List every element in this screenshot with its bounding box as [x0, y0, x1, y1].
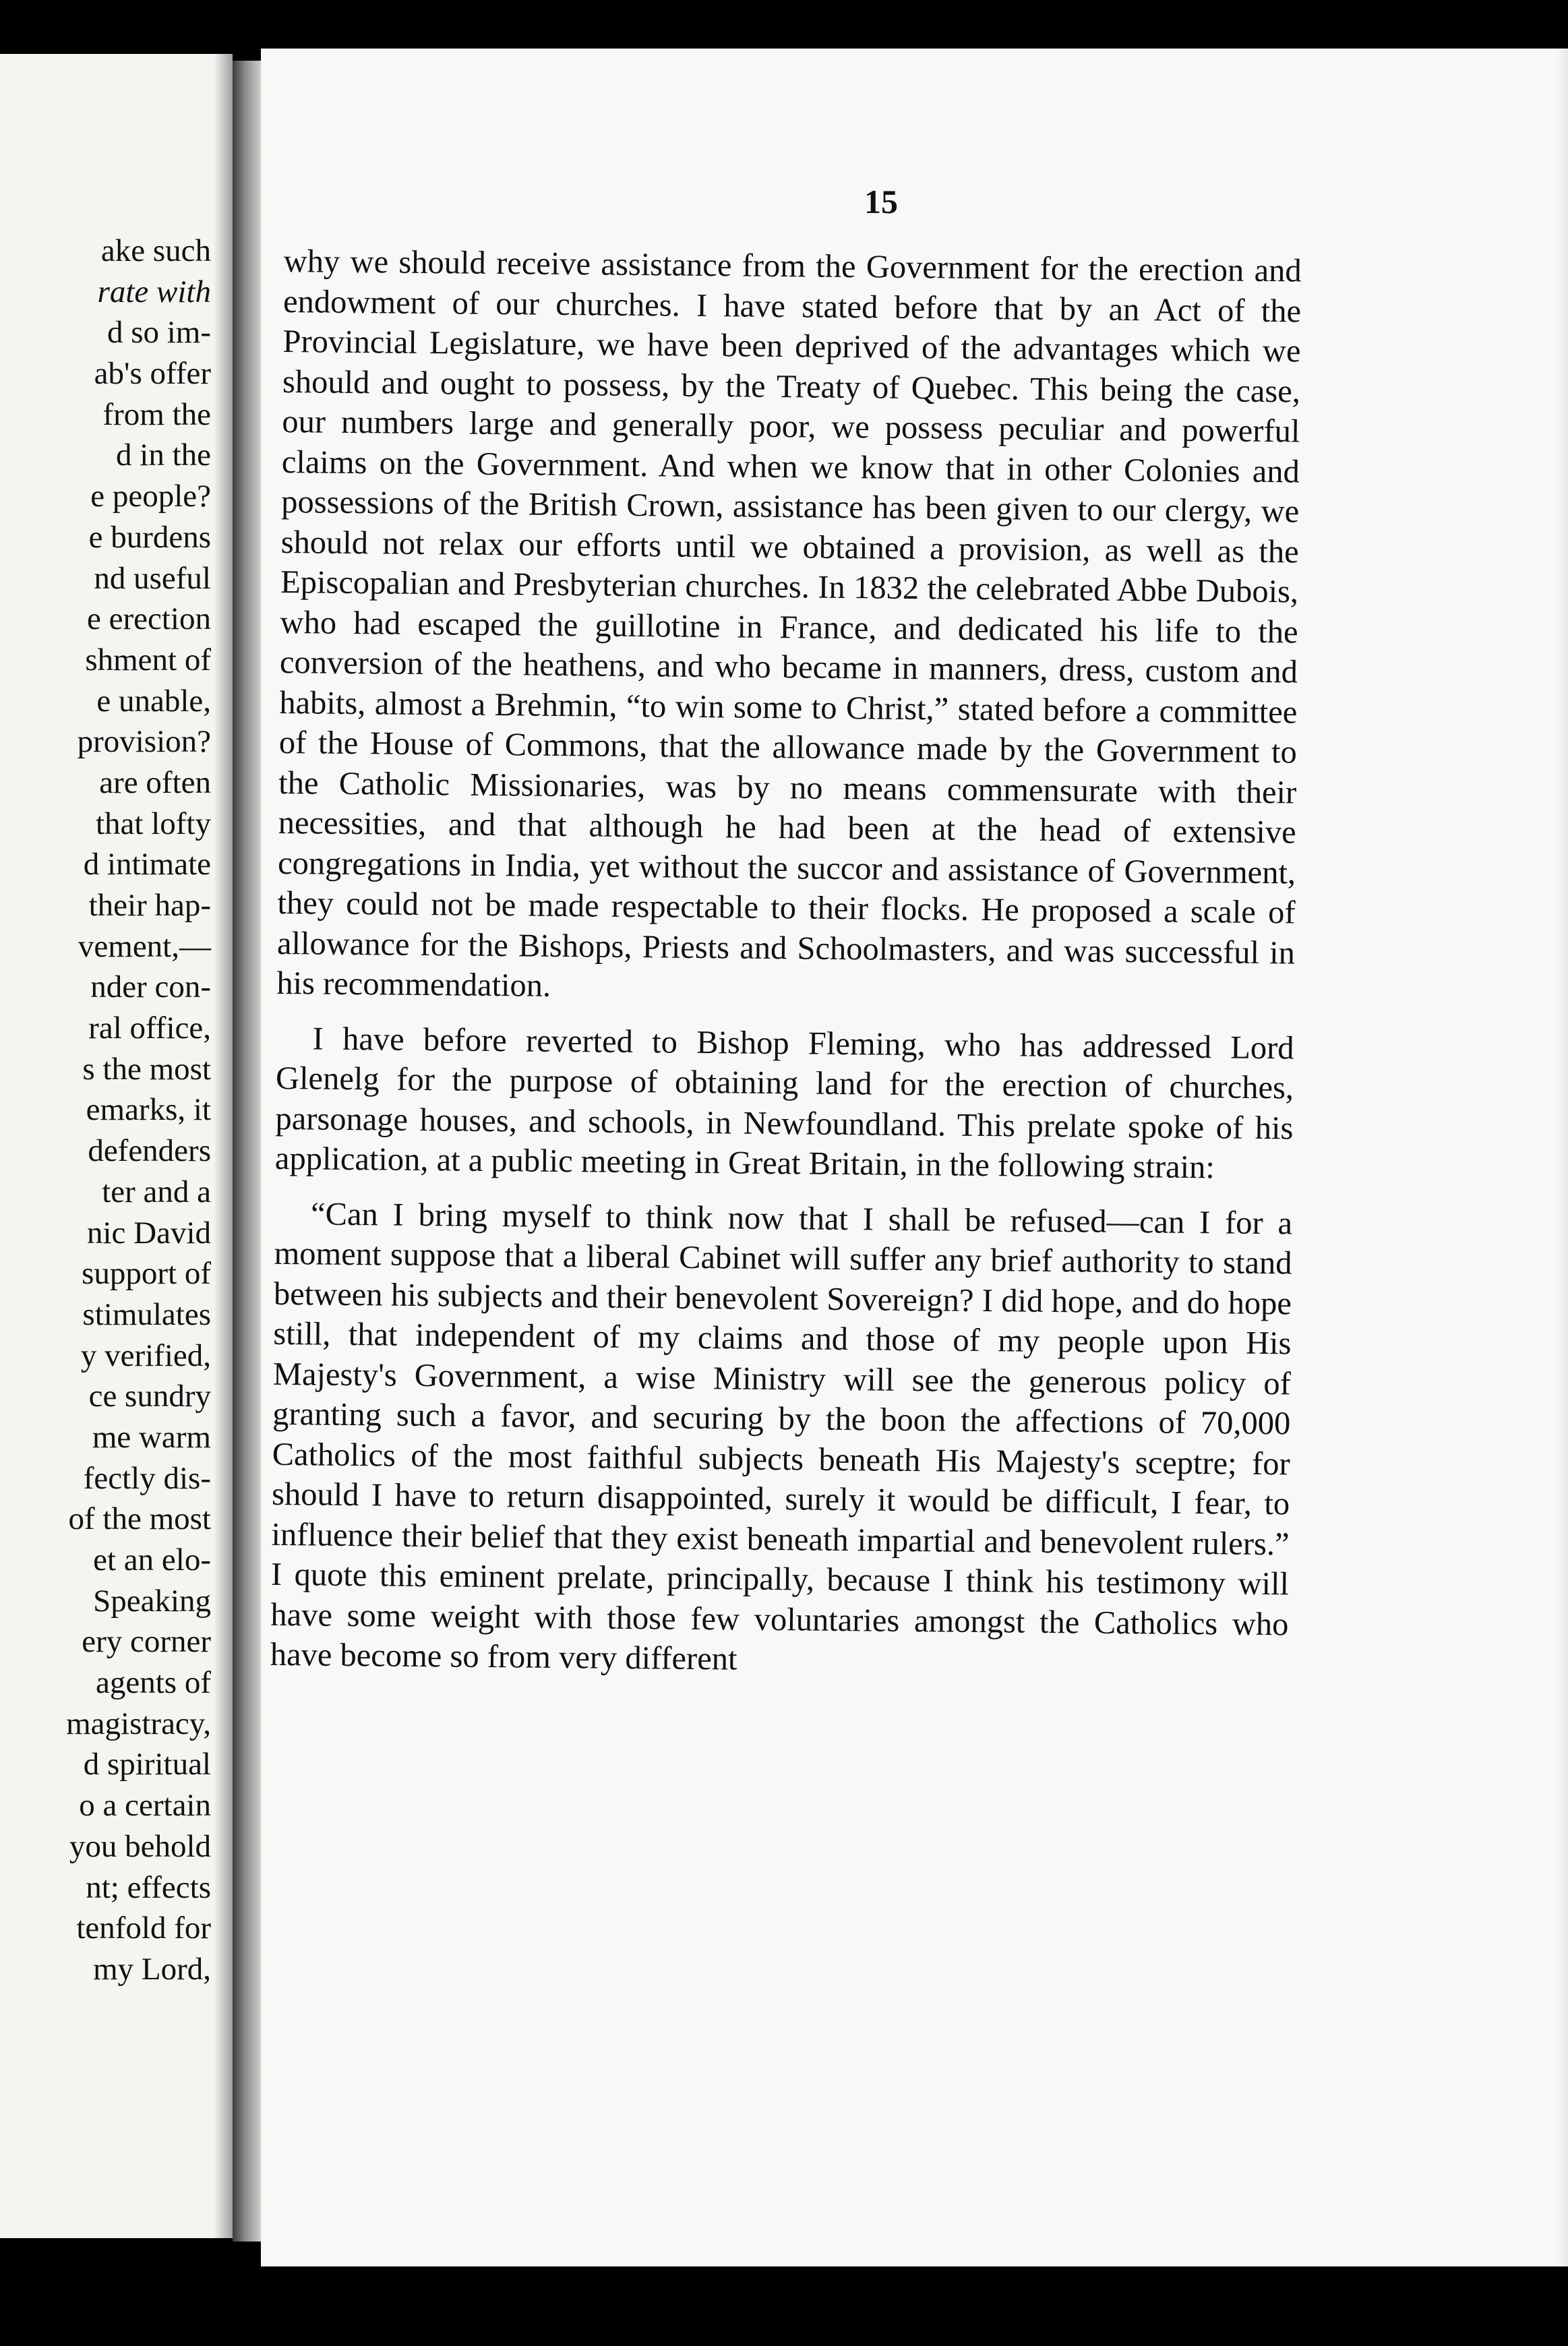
left-line: rate with — [97, 274, 211, 309]
paragraph-2: I have before reverted to Bishop Fleming, who has addressed Lord Glenelg for the purpose of obtaining land for the erection of churches, parsonage houses, and schools, in Newfoundland. This prelate spoke of his application, at a public meeting in Great Britain, in the following strain: — [274, 1020, 1294, 1186]
left-line: nic David — [86, 1215, 211, 1251]
right-page — [261, 49, 1568, 2266]
left-line: support of — [82, 1256, 211, 1292]
left-line: ake such — [100, 233, 211, 268]
left-line: stimulates — [82, 1296, 211, 1332]
left-line: ce sundry — [88, 1379, 211, 1414]
left-line: agents of — [96, 1665, 211, 1701]
left-page-shadow — [214, 54, 233, 2238]
left-line: fectly dis- — [83, 1460, 211, 1496]
left-line: ter and a — [102, 1174, 211, 1209]
left-line: emarks, it — [86, 1092, 211, 1128]
left-line: e erection — [87, 601, 211, 637]
paragraph-1: why we should receive assistance from the Government for the erection and endowment of our churches. I have stated before that by an Act of the Provincial Legislature, we have been deprived of the advantages which we should and ought to possess, by the Treaty of Quebec. This being the case, our numbers large and generally poor, we possess peculiar and powerful claims on the Government. And when we know that in other Colonies and possessions of the British Crown, assistance has been given to our clergy, we should not relax our efforts until we obtained a provision, as well as the Episcopalian and Presbyterian churches. In 1832 the celebrated Abbe Dubois, who had escaped the guillotine in France, and dedicated his life to the conversion of the heathens, and who became in manners, dress, custom and habits, almost a Brehmin, “to win some to Christ,” stated before a committee of the House of Commons, that the allowance made by the Government to the Catholic Missionaries, was by no means commensurate with their necessities, and that although he had been at the head of extensive congregations in India, yet without the succor and assistance of Government, they could not be made respectable to their flocks. He proposed a scale of allowance for the Bishops, Priests and Schoolmasters, and was successful in his recommendation. — [276, 243, 1302, 1004]
left-line: my Lord, — [93, 1951, 211, 1987]
left-line: me warm — [92, 1419, 211, 1455]
left-line: e people? — [90, 479, 211, 514]
paragraph-3-quote: “Can I bring myself to think now that I shall be refused—can I for a moment suppose that a liberal Cabinet will suffer any brief authority to stand between his subjects and their benevolent Sovereign? I did hope, and do hope still, that independent of my claims and those of my people upon His Majesty's Government, a wise Ministry will see the generous policy of granting such a favor, and securing by the boon the affections of 70,000 Catholics of the most faithful subjects beneath His Majesty's sceptre; for should I have to return disappointed, surely it would be difficult, I fear, to influence their belief that they exist beneath impartial and benevolent rulers.” I quote this eminent prelate, principally, because I think his testimony will have some weight with those few voluntaries amongst the Catholics who have become so from very different — [270, 1195, 1293, 1677]
book-gutter — [233, 61, 261, 2242]
right-page-edge — [1557, 49, 1568, 2266]
left-line: are often — [99, 764, 211, 800]
left-line: d in the — [116, 438, 211, 473]
left-line: d spiritual — [83, 1747, 211, 1782]
left-line: ral office, — [88, 1011, 211, 1046]
left-line: provision? — [77, 724, 211, 760]
left-line: et an elo- — [93, 1542, 211, 1577]
left-page-text — [0, 231, 211, 1990]
left-line: that lofty — [96, 806, 211, 841]
left-line: of the most — [68, 1501, 211, 1537]
left-line: tenfold for — [76, 1911, 211, 1946]
left-line: their hap- — [88, 888, 211, 923]
left-line: e unable, — [96, 683, 211, 719]
left-page — [0, 54, 233, 2238]
left-line: you behold — [69, 1828, 211, 1864]
body-text — [270, 241, 1302, 1685]
page-number: 15 — [864, 183, 898, 220]
left-line: o a certain — [79, 1788, 211, 1824]
left-line: y verified, — [80, 1337, 211, 1373]
left-line: ery corner — [82, 1624, 211, 1660]
left-line: e burdens — [88, 519, 211, 555]
left-line: shment of — [85, 642, 211, 678]
left-line: vement,— — [78, 928, 211, 964]
left-line: nder con- — [90, 969, 211, 1005]
left-line: d so im- — [107, 315, 211, 351]
left-line: d intimate — [83, 847, 211, 882]
left-line: nt; effects — [86, 1869, 211, 1905]
left-line: defenders — [88, 1133, 211, 1169]
left-line: Speaking — [93, 1583, 211, 1619]
left-line: from the — [102, 396, 211, 432]
left-line: ab's offer — [94, 356, 211, 392]
left-line: magistracy, — [66, 1706, 211, 1741]
left-line: s the most — [82, 1051, 211, 1087]
left-line: nd useful — [94, 560, 211, 596]
